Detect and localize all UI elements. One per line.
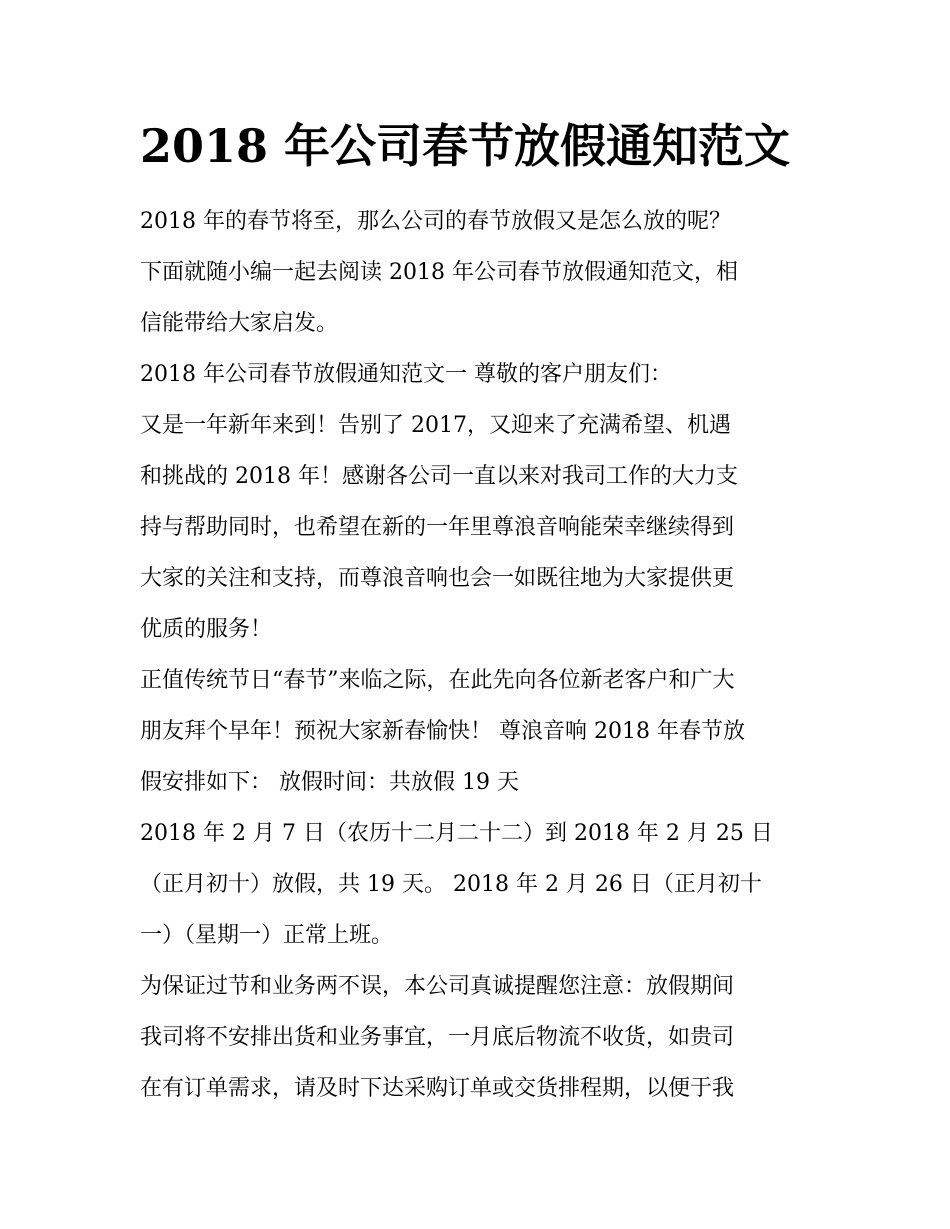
- body-line: （正月初十）放假，共 19 天。 2018 年 2 月 26 日（正月初十: [140, 872, 762, 897]
- body-line: 在有订单需求，请及时下达采购订单或交货排程期，以便于我: [140, 1076, 735, 1101]
- body-line: 2018 年 2 月 7 日（农历十二月二十二）到 2018 年 2 月 25 日: [140, 821, 773, 846]
- document-body: [140, 196, 820, 1114]
- body-line: 假安排如下： 放假时间：共放假 19 天: [140, 770, 519, 795]
- body-line: 信能带给大家启发。: [140, 311, 339, 336]
- body-line: 我司将不安排出货和业务事宜，一月底后物流不收货，如贵司: [140, 1025, 735, 1050]
- body-line: 朋友拜个早年！预祝大家新春愉快！ 尊浪音响 2018 年春节放: [140, 719, 745, 744]
- document-title: 2018 年公司春节放假通知范文: [140, 119, 791, 173]
- body-line: 为保证过节和业务两不误，本公司真诚提醒您注意：放假期间: [140, 974, 735, 999]
- body-line: 优质的服务！: [140, 617, 273, 642]
- body-line: 2018 年公司春节放假通知范文一 尊敬的客户朋友们：: [140, 362, 672, 387]
- body-line: 大家的关注和支持，而尊浪音响也会一如既往地为大家提供更: [140, 566, 735, 591]
- body-line: 正值传统节日“春节”来临之际，在此先向各位新老客户和广大: [140, 668, 735, 693]
- body-line: 一）（星期一）正常上班。: [140, 923, 394, 948]
- body-line: 2018 年的春节将至，那么公司的春节放假又是怎么放的呢？: [140, 209, 731, 234]
- body-line: 下面就随小编一起去阅读 2018 年公司春节放假通知范文，相: [140, 260, 738, 285]
- body-line: 又是一年新年来到！告别了 2017，又迎来了充满希望、机遇: [140, 413, 731, 438]
- body-line: 持与帮助同时，也希望在新的一年里尊浪音响能荣幸继续得到: [140, 515, 735, 540]
- body-line: 和挑战的 2018 年！感谢各公司一直以来对我司工作的大力支: [140, 464, 738, 489]
